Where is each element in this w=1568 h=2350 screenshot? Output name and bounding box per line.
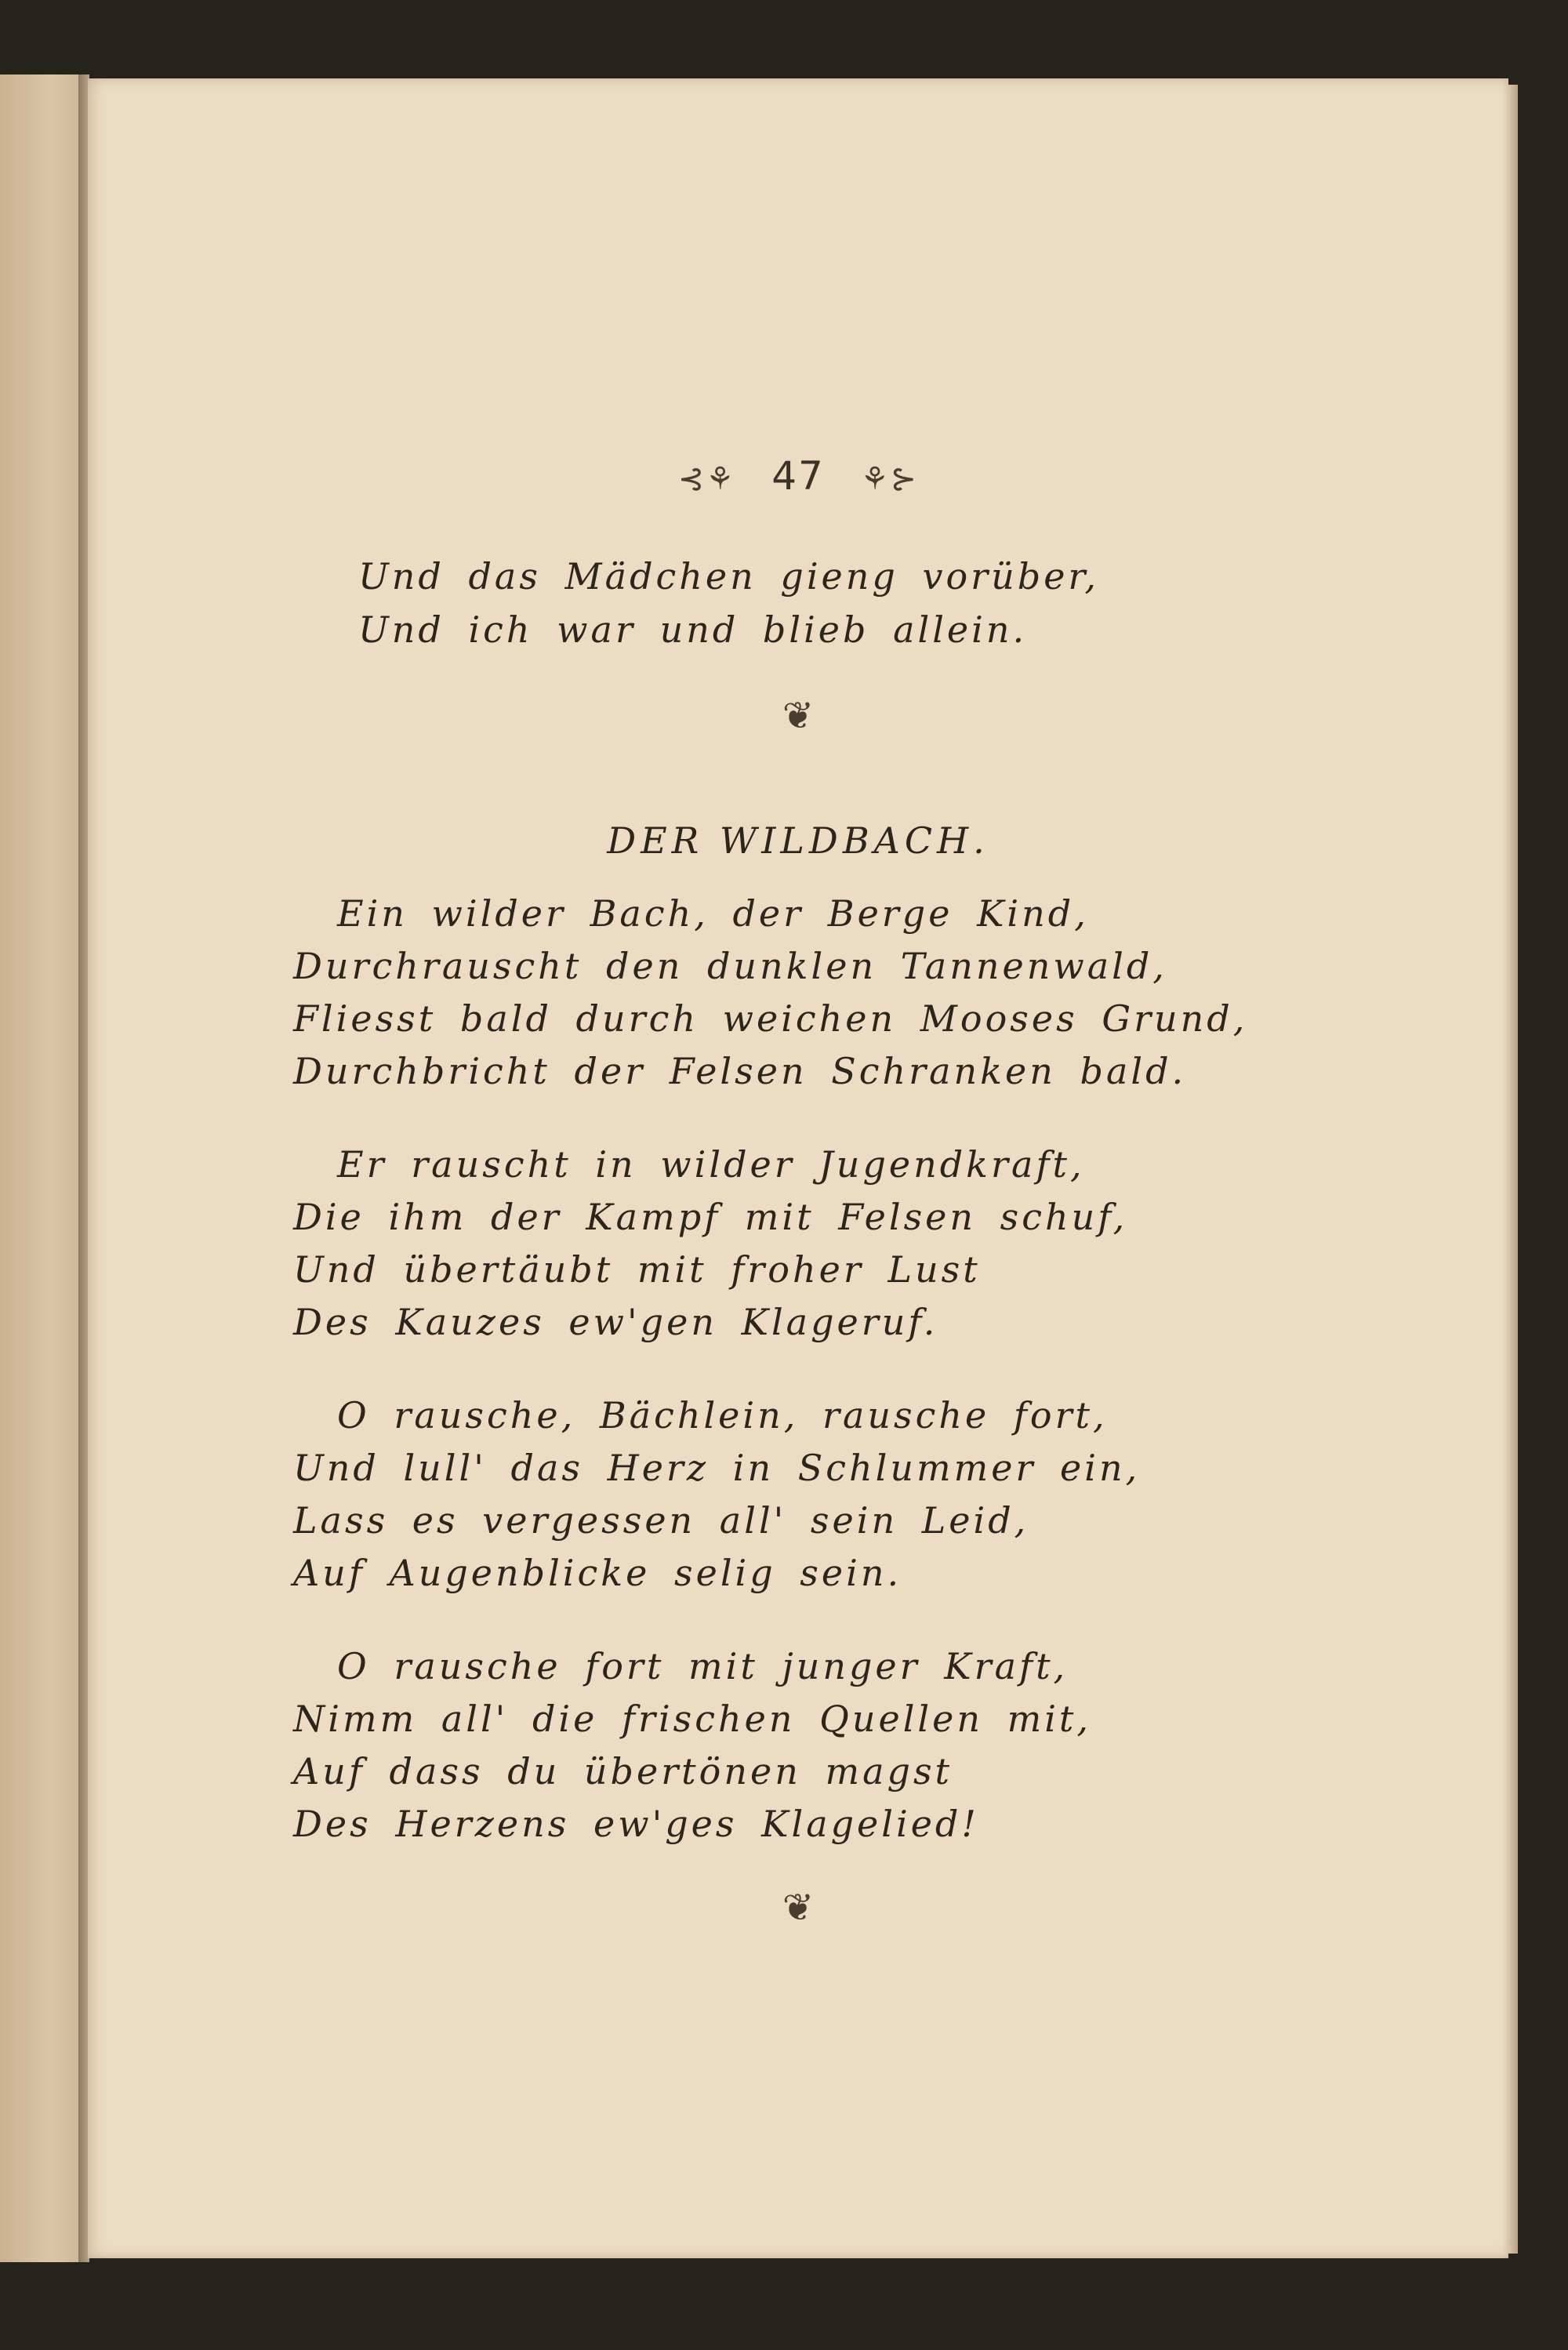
poem-line: Die ihm der Kampf mit Felsen schuf, [293,1196,1128,1238]
poem-line: O rausche, Bächlein, rausche fort, [337,1394,1108,1437]
left-ornament-icon: ⊰⚘ [677,461,736,497]
poem-line: Des Herzens ew'ges Klagelied! [293,1803,979,1845]
poem-line: Des Kauzes ew'gen Klageruf. [293,1301,938,1343]
page-number: 47 [771,453,825,499]
poem-line: Und lull' das Herz in Schlummer ein, [293,1447,1141,1489]
book-page [88,78,1508,2258]
poem-line: Lass es vergessen all' sein Leid, [293,1499,1029,1542]
poem-line: Fliesst bald durch weichen Mooses Grund, [293,997,1248,1040]
poem-title: DER WILDBACH. [607,819,989,862]
poem-line: Durchrauscht den dunklen Tannenwald, [293,945,1167,987]
poem-line: Und übertäubt mit froher Lust [293,1248,981,1291]
right-page-edge [1508,85,1518,2254]
prev-poem-line-2: Und ich war und blieb allein. [358,608,1028,651]
prev-poem-line-1: Und das Mädchen gieng vorüber, [358,555,1099,597]
fleuron-icon: ❦ [782,694,815,738]
fleuron-icon: ❦ [782,1886,815,1930]
page-number-header [88,453,1508,499]
poem-line: Auf Augenblicke selig sein. [293,1552,902,1594]
poem-line: O rausche fort mit junger Kraft, [337,1645,1069,1687]
poem-line: Durchbricht der Felsen Schranken bald. [293,1050,1187,1092]
poem-line: Auf dass du übertönen magst [293,1750,953,1792]
right-ornament-icon: ⚘⊱ [860,461,919,497]
left-page-edge [0,74,85,2262]
poem-line: Nimm all' die frischen Quellen mit, [293,1698,1092,1740]
poem-line: Ein wilder Bach, der Berge Kind, [337,892,1089,935]
poem-line: Er rauscht in wilder Jugendkraft, [337,1143,1085,1186]
